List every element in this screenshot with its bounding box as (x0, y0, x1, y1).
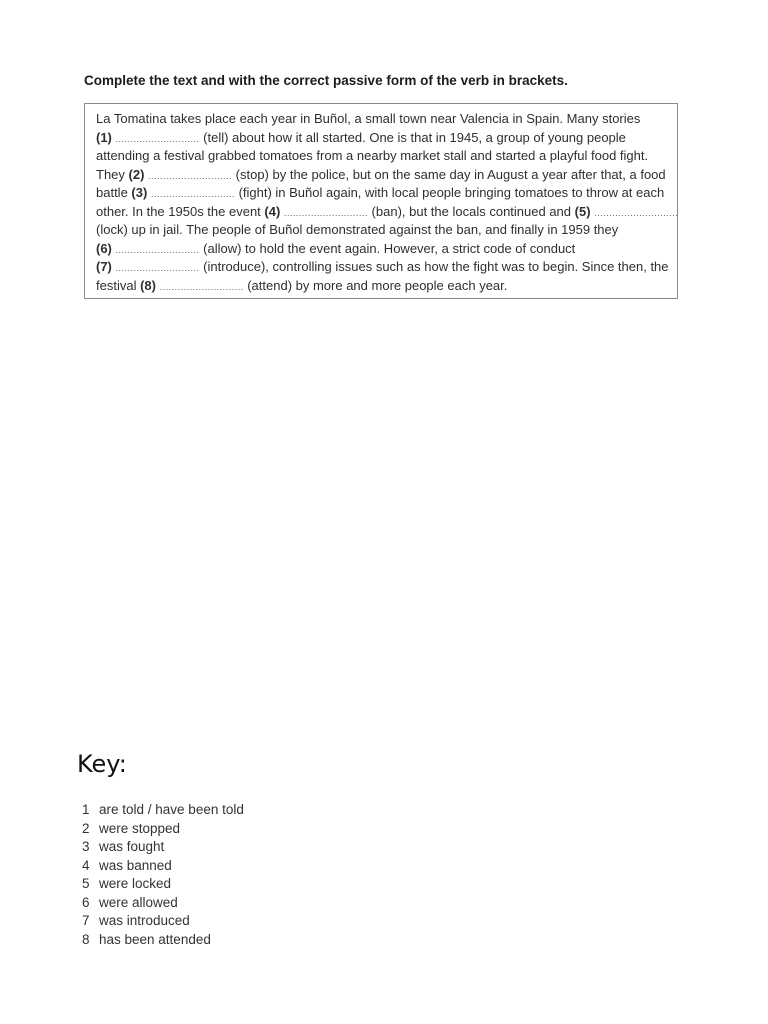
answer-text: are told / have been told (99, 802, 244, 817)
gap-number: (3) (131, 185, 148, 200)
gap-number: (8) (140, 277, 156, 293)
answer-item (82, 801, 244, 820)
answer-number: 5 (82, 876, 90, 891)
answer-item (82, 894, 244, 913)
blank-gap: ............................ (159, 281, 244, 292)
blank-gap: ............................ (115, 263, 200, 273)
exercise-instruction: Complete the text and with the correct passive form of the verb in brackets. (84, 73, 568, 88)
answer-number: 3 (82, 839, 90, 854)
blank-gap: ............................ (115, 244, 200, 255)
answer-text: was fought (99, 839, 165, 854)
gap-number: (2) (128, 166, 145, 182)
answer-number: 4 (82, 857, 90, 873)
passage-text: (ban), but the locals continued and (367, 203, 575, 219)
gap-number: (5) (574, 203, 591, 219)
passage-text: attending a festival grabbed tomatoes from a nearby market stall and started a playful food fight. (96, 148, 649, 163)
answer-item (82, 820, 244, 839)
passage-text: (fight) in Buñol again, with local people bringing tomatoes to throw at each (234, 185, 665, 200)
answer-number: 2 (82, 820, 90, 836)
answer-item (82, 857, 244, 876)
gap-number: (6) (96, 240, 112, 256)
answer-text: were locked (99, 876, 172, 891)
blank-gap: ............................ (150, 189, 235, 199)
blank-gap: ............................ (594, 207, 679, 218)
passage-text: other. In the 1950s the event (96, 203, 265, 219)
passage-text: festival (96, 277, 141, 293)
answer-item (82, 838, 244, 857)
answer-number: 6 (82, 894, 90, 910)
passage-line (96, 147, 677, 166)
passage-text: (tell) about how it all started. One is that in 1945, a group of young people (199, 129, 626, 145)
passage-text: (introduce), controlling issues such as how the fight was to begin. Since then, the (199, 259, 669, 274)
passage-line (96, 203, 677, 222)
gap-number: (7) (96, 259, 112, 274)
answer-number: 8 (82, 931, 90, 947)
passage-box (84, 103, 678, 299)
gap-number: (4) (264, 203, 281, 219)
answer-number: 1 (82, 802, 90, 817)
answer-key-list (82, 801, 244, 949)
answer-text: were stopped (99, 820, 181, 836)
passage-text: (attend) by more and more people each year. (243, 277, 508, 293)
passage-line (96, 277, 677, 296)
passage-text: (lock) up in jail. The people of Buñol demonstrated against the ban, and finally in 1959 they (96, 222, 619, 237)
answer-number: 7 (82, 913, 90, 928)
key-title: Key: (77, 750, 127, 778)
blank-gap: ............................ (283, 207, 368, 218)
passage-line (96, 166, 677, 185)
gap-number: (1) (96, 129, 112, 145)
passage-line (96, 129, 677, 148)
passage-line (96, 184, 677, 203)
passage-line (96, 221, 677, 240)
answer-text: was banned (99, 857, 172, 873)
passage-text: La Tomatina takes place each year in Buñol, a small town near Valencia in Spain. Many stories (96, 111, 641, 126)
passage-line (96, 240, 677, 259)
passage-text: They (96, 166, 129, 182)
passage-text: (stop) by the police, but on the same day in August a year after that, a food (232, 166, 666, 182)
blank-gap: ............................ (148, 170, 233, 181)
passage-line (96, 258, 677, 277)
answer-item (82, 912, 244, 931)
answer-item (82, 931, 244, 950)
blank-gap: ............................ (115, 133, 200, 144)
answer-text: was introduced (99, 913, 190, 928)
passage-text: (allow) to hold the event again. However, a strict code of conduct (199, 240, 576, 256)
passage-line (96, 110, 677, 129)
answer-text: were allowed (99, 894, 178, 910)
answer-item (82, 875, 244, 894)
passage-text: battle (96, 185, 132, 200)
answer-text: has been attended (99, 931, 211, 947)
